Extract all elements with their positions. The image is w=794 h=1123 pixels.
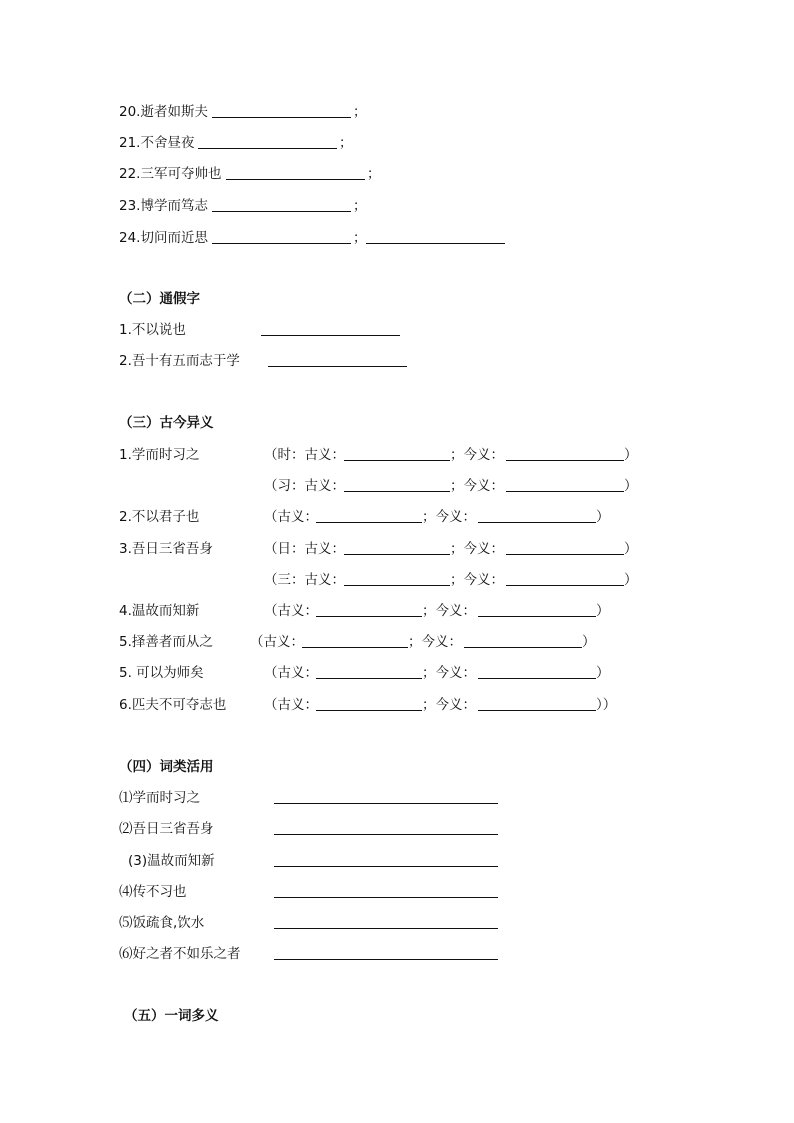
modern-meaning-blank[interactable] — [478, 710, 596, 711]
gujin-sep: ；今义： — [450, 478, 504, 494]
ancient-meaning-blank[interactable] — [316, 710, 422, 711]
gujin-open: （习：古义： — [264, 478, 345, 494]
gujin-close: ） — [582, 634, 596, 650]
recite-end: ； — [339, 135, 353, 151]
answer-blank[interactable] — [212, 211, 351, 212]
answer-blank[interactable] — [274, 834, 498, 835]
modern-meaning-blank[interactable] — [478, 678, 596, 679]
gujin-label: 6.匹夫不可夺志也 — [119, 697, 227, 713]
gujin-open: （古义： — [264, 509, 318, 525]
gujin-close: ） — [596, 603, 610, 619]
ancient-meaning-blank[interactable] — [344, 460, 450, 461]
ancient-meaning-blank[interactable] — [316, 678, 422, 679]
answer-blank[interactable] — [268, 366, 407, 367]
gujin-sep: ；今义： — [422, 603, 476, 619]
recite-label: 23.博学而笃志 — [119, 198, 208, 214]
gujin-close: ） — [596, 665, 610, 681]
answer-blank[interactable] — [274, 866, 498, 867]
answer-blank[interactable] — [212, 117, 351, 118]
gujin-sep: ；今义： — [422, 665, 476, 681]
modern-meaning-blank[interactable] — [506, 460, 624, 461]
gujin-label: 3.吾日三省吾身 — [119, 541, 213, 557]
gujin-open: （古义： — [250, 634, 304, 650]
gujin-sep: ；今义： — [422, 697, 476, 713]
gujin-open: （时：古义： — [264, 447, 345, 463]
modern-meaning-blank[interactable] — [464, 647, 582, 648]
gujin-close: ） — [624, 447, 638, 463]
answer-blank[interactable] — [226, 179, 365, 180]
gujin-open: （日：古义： — [264, 541, 345, 557]
gujin-close: ） — [624, 541, 638, 557]
tongjia-label: 1.不以说也 — [119, 322, 186, 338]
ancient-meaning-blank[interactable] — [344, 554, 450, 555]
answer-blank[interactable] — [261, 335, 400, 336]
gujin-label: 5. 可以为师矣 — [119, 665, 204, 681]
cilei-label: ⑹好之者不如乐之者 — [119, 946, 241, 962]
heading-text: （二）通假字 — [119, 291, 200, 307]
cilei-label: ⑴学而时习之 — [119, 790, 200, 806]
answer-blank[interactable] — [274, 897, 498, 898]
gujin-sep: ；今义： — [408, 634, 462, 650]
cilei-label: (3)温故而知新 — [128, 853, 215, 869]
gujin-open: （古义： — [264, 665, 318, 681]
gujin-close: ）） — [596, 697, 617, 713]
heading-text: （五）一词多义 — [124, 1008, 219, 1024]
gujin-sep: ；今义： — [450, 447, 504, 463]
cilei-label: ⑸饭疏食,饮水 — [119, 915, 205, 931]
recite-label: 22.三军可夺帅也 — [119, 166, 222, 182]
recite-end: ； — [353, 104, 367, 120]
gujin-open: （古义： — [264, 603, 318, 619]
answer-blank[interactable] — [366, 243, 505, 244]
gujin-close: ） — [596, 509, 610, 525]
gujin-label: 5.择善者而从之 — [119, 634, 213, 650]
ancient-meaning-blank[interactable] — [344, 491, 450, 492]
cilei-label: ⑵吾日三省吾身 — [119, 821, 214, 837]
recite-label: 20.逝者如斯夫 — [119, 104, 208, 120]
gujin-open: （古义： — [264, 697, 318, 713]
gujin-sep: ；今义： — [450, 541, 504, 557]
recite-label: 24.切问而近思 — [119, 230, 208, 246]
recite-end: ； — [367, 166, 381, 182]
answer-blank[interactable] — [212, 243, 351, 244]
heading-text: （三）古今异义 — [119, 415, 214, 431]
recite-end: ； — [353, 198, 367, 214]
ancient-meaning-blank[interactable] — [316, 616, 422, 617]
modern-meaning-blank[interactable] — [506, 585, 624, 586]
modern-meaning-blank[interactable] — [506, 491, 624, 492]
ancient-meaning-blank[interactable] — [344, 585, 450, 586]
gujin-label: 4.温故而知新 — [119, 603, 200, 619]
recite-label: 21.不舍昼夜 — [119, 135, 195, 151]
tongjia-label: 2.吾十有五而志于学 — [119, 353, 240, 369]
modern-meaning-blank[interactable] — [506, 554, 624, 555]
recite-mid: ； — [353, 230, 367, 246]
modern-meaning-blank[interactable] — [478, 616, 596, 617]
gujin-open: （三：古义： — [264, 572, 345, 588]
heading-text: （四）词类活用 — [119, 759, 214, 775]
ancient-meaning-blank[interactable] — [302, 647, 408, 648]
gujin-close: ） — [624, 478, 638, 494]
answer-blank[interactable] — [274, 803, 498, 804]
gujin-label: 2.不以君子也 — [119, 509, 200, 525]
gujin-close: ） — [624, 572, 638, 588]
ancient-meaning-blank[interactable] — [316, 522, 422, 523]
answer-blank[interactable] — [274, 959, 498, 960]
answer-blank[interactable] — [198, 148, 337, 149]
gujin-sep: ；今义： — [422, 509, 476, 525]
gujin-label: 1.学而时习之 — [119, 447, 200, 463]
gujin-sep: ；今义： — [450, 572, 504, 588]
modern-meaning-blank[interactable] — [478, 522, 596, 523]
cilei-label: ⑷传不习也 — [119, 884, 187, 900]
answer-blank[interactable] — [274, 928, 498, 929]
